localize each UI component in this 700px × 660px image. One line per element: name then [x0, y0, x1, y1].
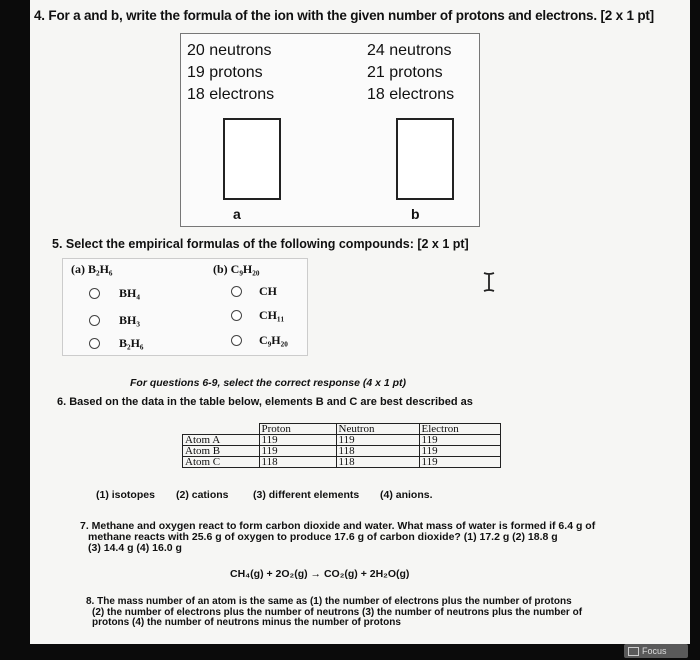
- q5b-option-2-radio[interactable]: [231, 310, 242, 321]
- q5b-option-3-label: C₉H₂₀: [259, 333, 288, 347]
- table-row: [183, 446, 501, 457]
- table-row: [183, 457, 501, 468]
- q5b-option-2-label: CH₁₁: [259, 308, 285, 322]
- q5b-option-3-radio[interactable]: [231, 335, 242, 346]
- q6-answer-2[interactable]: (2) cations: [176, 489, 229, 501]
- ion-b-electrons: 18 electrons: [367, 86, 455, 103]
- ion-b-info: [367, 40, 454, 106]
- ion-a-info: [187, 40, 274, 106]
- table-cell: Atom A: [183, 435, 260, 446]
- focus-label: Focus: [642, 646, 667, 656]
- q7-line-2: methane reacts with 25.6 g of oxygen to produce 17.6 g of carbon dioxide? (1) 17.2 g (2) 18.8 g: [88, 531, 558, 543]
- q7-line-1: 7. Methane and oxygen react to form carbon dioxide and water. What mass of water is formed if 6.4 g of: [80, 520, 596, 532]
- question-4-title: 4. For a and b, write the formula of the ion with the given number of protons and electrons. [2 x 1 pt]: [34, 8, 654, 23]
- ion-a-label: a: [233, 206, 241, 222]
- q5a-option-2-label: BH₃: [119, 313, 140, 327]
- q5b-option-1-radio[interactable]: [231, 286, 242, 297]
- table-cell: Atom C: [183, 457, 260, 468]
- table-cell: 118: [259, 457, 336, 468]
- table-header-row: [183, 424, 501, 435]
- table-row: [183, 435, 501, 446]
- q5-part-b-label: (b) C₉H₂₀: [213, 262, 260, 276]
- table-header-electron: Electron: [419, 424, 500, 435]
- table-cell: 119: [336, 435, 419, 446]
- question-7: [80, 521, 640, 554]
- table-cell: Atom B: [183, 446, 260, 457]
- table-cell: 118: [336, 446, 419, 457]
- q6-answer-3[interactable]: (3) different elements: [253, 489, 360, 501]
- question-6-title: 6. Based on the data in the table below, elements B and C are best described as: [57, 396, 473, 408]
- screen-frame-right: [690, 0, 700, 660]
- question-5-title: 5. Select the empirical formulas of the following compounds: [2 x 1 pt]: [52, 237, 469, 251]
- screen-frame-left: [0, 0, 30, 660]
- q7-equation: CH₄(g) + 2O₂(g) → CO₂(g) + 2H₂O(g): [230, 568, 410, 580]
- ion-b-label: b: [411, 206, 420, 222]
- screen-frame-bottom: [0, 644, 700, 660]
- q5a-option-1-radio[interactable]: [89, 288, 100, 299]
- ion-a-answer-box[interactable]: [223, 118, 281, 200]
- q5a-option-2-radio[interactable]: [89, 315, 100, 326]
- text-cursor-icon: [482, 272, 496, 292]
- table-header-neutron: Neutron: [336, 424, 419, 435]
- q5a-option-3-radio[interactable]: [89, 338, 100, 349]
- table-cell: 119: [419, 435, 500, 446]
- table-cell: 119: [419, 446, 500, 457]
- q5a-option-3-label: B₂H₆: [119, 336, 144, 350]
- q8-line-1: 8. The mass number of an atom is the same as (1) the number of electrons plus the number of protons: [86, 596, 572, 607]
- table-header-proton: Proton: [259, 424, 336, 435]
- ion-panel: [180, 33, 480, 227]
- ion-b-neutrons: 24 neutrons: [367, 42, 452, 59]
- ion-b-protons: 21 protons: [367, 64, 443, 81]
- q8-line-2: (2) the number of electrons plus the number of neutrons (3) the number of neutrons plus the number of: [92, 606, 583, 618]
- ion-b-answer-box[interactable]: [396, 118, 454, 200]
- table-header-blank: [183, 424, 260, 435]
- q7-line-3: (3) 14.4 g (4) 16.0 g: [88, 542, 182, 554]
- q8-line-3: protons (4) the number of neutrons minus the number of protons: [92, 617, 401, 628]
- ion-a-neutrons: 20 neutrons: [187, 42, 272, 59]
- ion-a-protons: 19 protons: [187, 64, 263, 81]
- q5-part-a-label: (a) B₂H₆: [71, 262, 113, 276]
- focus-icon: [628, 647, 639, 656]
- table-cell: 119: [419, 457, 500, 468]
- question-8: [86, 597, 616, 629]
- ion-a-electrons: 18 electrons: [187, 86, 275, 103]
- q5b-option-1-label: CH: [259, 284, 277, 298]
- instructions-text: For questions 6-9, select the correct response (4 x 1 pt): [130, 377, 406, 389]
- question-5-options: [62, 258, 308, 356]
- q6-answer-1[interactable]: (1) isotopes: [96, 489, 155, 501]
- table-cell: 118: [336, 457, 419, 468]
- table-cell: 119: [259, 435, 336, 446]
- q6-answer-4[interactable]: (4) anions.: [380, 489, 433, 501]
- atom-data-table: [182, 423, 501, 468]
- focus-button[interactable]: [624, 644, 688, 658]
- q5a-option-1-label: BH₄: [119, 286, 140, 300]
- table-cell: 119: [259, 446, 336, 457]
